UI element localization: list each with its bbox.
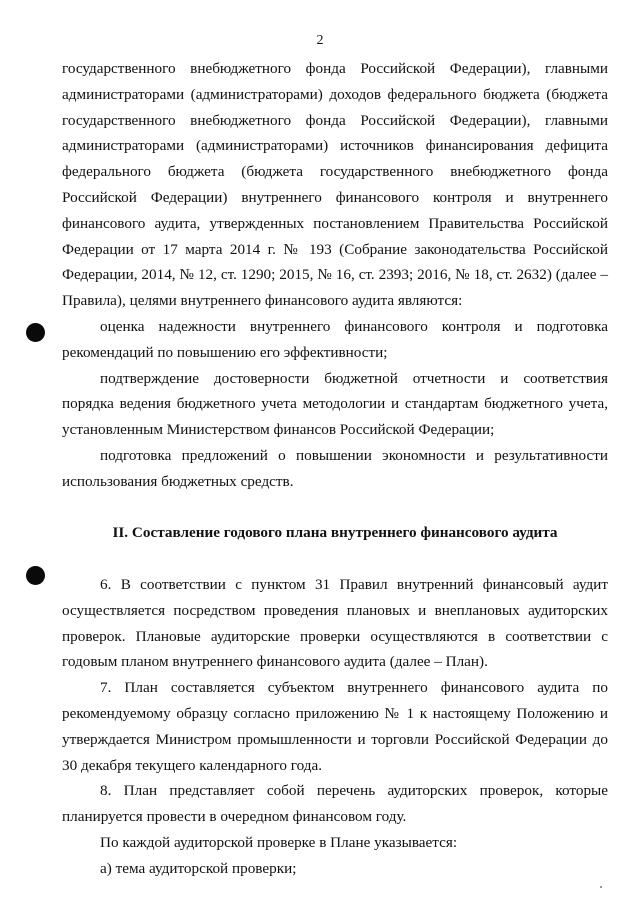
scan-speck xyxy=(600,886,602,888)
document-body xyxy=(62,56,608,882)
punch-hole-mark xyxy=(26,323,45,342)
intro-paragraph: государственного внебюджетного фонда Российской Федерации), главными администраторами (администраторами) доходов федерального бюджета (бюджета государственного внебюджетного фонда Российской Федерации), главными администраторами (администраторами) источников финансирования дефицита федерального бюджета (бюджета государственного внебюджетного фонда Российской Федерации) внутреннего финансового контроля и внутреннего финансового аудита, утвержденных постановлением Правительства Российской Федерации от 17 марта 2014 г. № 193 (Собрание законодательства Российской Федерации, 2014, № 12, ст. 1290; 2015, № 16, ст. 2393; 2016, № 18, ст. 2632) (далее – Правила), целями внутреннего финансового аудита являются: xyxy=(62,60,608,310)
punch-hole-mark xyxy=(26,566,45,585)
page-number: 2 xyxy=(316,33,324,48)
paragraph-7: 7. План составляется субъектом внутреннего финансового аудита по рекомендуемому образцу согласно приложению № 1 к настоящему Положению и утверждается Министром промышленности и торговли Российской Федерации до 30 декабря текущего календарного года. xyxy=(62,679,608,774)
section-heading: II. Составление годового плана внутреннего финансового аудита xyxy=(112,524,558,542)
goal-item: оценка надежности внутреннего финансового контроля и подготовка рекомендаций по повышению его эффективности; xyxy=(62,317,608,361)
paragraph-6: 6. В соответствии с пунктом 31 Правил внутренний финансовый аудит осуществляется посредством проведения плановых и внеплановых аудиторских проверок. Плановые аудиторские проверки осуществляются в соответствии с годовым планом внутреннего финансового аудита (далее – План). xyxy=(62,575,608,671)
goal-item: подтверждение достоверности бюджетной отчетности и соответствия порядка ведения бюджетного учета методологии и стандартам бюджетного учета, установленным Министерством финансов Российской Федерации; xyxy=(62,369,608,439)
plan-item-a: а) тема аудиторской проверки; xyxy=(100,859,297,877)
plan-contents-intro: По каждой аудиторской проверке в Плане указывается: xyxy=(100,833,458,851)
paragraph-8: 8. План представляет собой перечень аудиторских проверок, которые планируется провести в очередном финансовом году. xyxy=(62,782,608,826)
goal-item: подготовка предложений о повышении экономности и результативности использования бюджетных средств. xyxy=(62,446,608,490)
